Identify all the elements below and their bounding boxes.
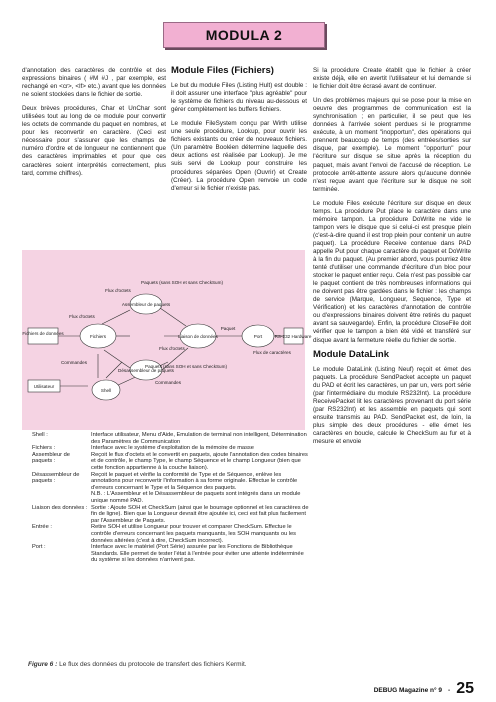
section-header <box>163 22 325 48</box>
heading-module-datalink: Module DataLink <box>313 348 390 360</box>
diagram-legend <box>32 432 310 564</box>
legend-row <box>32 452 310 472</box>
label-flux-octets-2: Flux d'octets <box>69 314 95 319</box>
label-desassembleur: Désassembleur de paquets <box>118 368 174 373</box>
figure-caption-text: Le flux des données du protocole de transfert des fichiers Kermit. <box>59 661 247 668</box>
paragraph: Le module FileSystem conçu par Wirth utilise une seule procédure, Lookup, pour ouvrir les fichiers existants ou créer de nouveaux fichiers. (Un paramètre Booléen détermine laquelle des deux actions est réalisée par Lookup). Je me suis servi de Lookup pour construire les procédures séparées Open (Ouvrir) et Create (Créer). La procédure Open renvoie un code d'erreur si le fichier n'existe pas. <box>171 120 307 192</box>
label-paquets-sans: Paquets (sans SOH et sans CheckSum) <box>145 364 227 369</box>
paragraph: Le module DataLink (Listing Neuf) reçoit et émet des paquets. La procédure SendPacket accepte un paquet du PAD et écrit les caractères, un par un, vers port série (par l'intermédiaire du module RS232Int). La procédure ReceivePacket lit les caractères provenant du port série (par RS232Int) et les assemble en paquets qui sont ensuite transmis au PAD. SendPacket est, de loin, la plus simple des deux procédures - elle émet les caractères en boucle, calcule le CheckSum au fur et à mesure et envoie <box>313 365 471 446</box>
label-fichiers-donnees: Fichiers de données <box>22 331 64 336</box>
legend-row <box>32 524 310 544</box>
label-paquet: Paquet <box>220 326 236 331</box>
legend-definition: N.B. : L'Assembleur et le Désassembleur de paquets sont intégrés dans un module unique nommé PAD. <box>91 491 301 504</box>
legend-row <box>32 445 310 452</box>
label-paquets-avec: Paquets (sans SOH et sans CheckSum) <box>141 280 223 285</box>
legend-definition: Sortie : Ajoute SOH et CheckSum (ainsi que le bourrage optionnel et les caractères de fin de ligne). Bien que la Longueur devrait être ajoutée ici, ceci est fait plus facilement par l'Assembleur de Paquets. <box>91 504 309 524</box>
paragraph: Le module Files exécute l'écriture sur disque en deux temps. La procédure Put place le caractère dans une mémoire tampon. La procédure DoWrite ne vide le tampon vers le disque que si celui-ci est presque plein (c'est-à-dire quand il est trop plein pour contenir un autre paquet). La procédure Receive contenue dans PAD appelle Put pour chaque caractère du paquet et DoWrite à la fin du paquet. (Au premier abord, vous pourriez être tenté d'utiliser une commande d'écriture d'un bloc pour stocker le paquet entier reçu. Cela n'est pas possible car le paquet contient de très nombreuses informations qui ne doivent pas être gardées dans le fichier : les champs de service (Marque, Longueur, Sequence, Type et Vérification) et les caractères d'annotation de contrôle ou d'expressions binaires doivent être retirés du paquet avant sa sauvegarde). Enfin, la procédure CloseFile doit vérifier que le tampon a bien été vidé et transféré sur disque avant la fermeture réelle du fichier de sortie. <box>313 199 472 344</box>
paragraph: Si la procédure Create établit que le fichier à créer existe déjà, elle en avertit l'utilisateur et lui demande si le fichier doit être écrasé avant de continuer. <box>313 67 471 91</box>
legend-term: Fichiers : <box>32 445 56 452</box>
label-flux-octets-3: Flux d'octets <box>159 346 185 351</box>
magazine-name: DEBUG Magazine n° 9 <box>373 687 443 694</box>
section-title: MODULA 2 <box>205 27 283 43</box>
legend-definition: Reçoit le paquet et vérifie la conformité de Type et de Séquence, enlève les annotations pour reconvertir l'information à sa forme originale. Effectue le contrôle d'erreurs concernant le Type et la Séquence des paquets. <box>91 471 298 491</box>
label-liaison: Liaison de données <box>178 334 218 339</box>
edge <box>104 350 130 368</box>
legend-term: Port : <box>32 544 46 551</box>
label-commandes-1: Commandes <box>60 360 88 365</box>
label-commandes-2: Commandes <box>154 380 182 385</box>
column-2 <box>171 67 307 199</box>
edge <box>160 308 186 326</box>
paragraph: d'annotation des caractères de contrôle et des expressions binaires ( #M #J , par exemple, est rechangé en <cr>, <lf> etc.) avant que les données ne soient stockées dans le fichier de sortie. <box>22 67 166 99</box>
legend-row <box>32 472 310 492</box>
figure-number: Figure 6 : <box>28 661 58 668</box>
legend-row <box>32 432 310 445</box>
label-utilisateur: Utilisateur <box>33 384 55 389</box>
footer-separator: - <box>448 687 451 694</box>
page-footer <box>374 681 474 697</box>
legend-definition: Reçoit le flux d'octets et le convertit en paquets, ajoute l'annotation des codes binaires et de contrôle, le champ Type, le champ Séquence et le champ Longueur (bien que cette fonction appartienne à la couche liaison). <box>91 451 308 471</box>
diagram-svg <box>22 250 312 430</box>
figure-caption <box>28 661 318 668</box>
label-assembleur: Assembleur de paquets <box>121 302 171 307</box>
legend-row <box>32 505 310 525</box>
legend-term: Assembleur de paquets : <box>32 451 70 465</box>
legend-term: Désassembleur de paquets : <box>32 471 80 485</box>
legend-term: Shell : <box>32 432 48 438</box>
page-number: 25 <box>456 680 474 697</box>
label-flux-caracteres: Flux de caractères <box>253 350 291 355</box>
legend-term: Liaison des données : <box>32 504 88 511</box>
legend-definition: Interface avec le matériel (Port Série) assurée par les Fonctions de Bibliothèque Standards. Elle permet de tester l'état à l'entrée pour éviter une attente indéterminée du système si les données n'arrivent pas. <box>91 544 304 564</box>
label-rs232: RS-232 Hardware <box>274 334 312 339</box>
label-fichiers: Fichiers <box>89 334 107 339</box>
label-port: Port <box>253 334 263 339</box>
protocol-diagram <box>22 250 312 430</box>
legend-row <box>32 491 310 504</box>
column-1 <box>22 67 166 184</box>
paragraph: Deux brèves procédures, Char et UnChar sont utilisées tout au long de ce module pour convertir les octets de commande du paquet en nombres, et pour les reconvertir en caractère. (Ceci est nécessaire pour s'assurer que les champs de numéro d'ordre et de longueur ne contiennent que des caractères imprimables et pour que ces caractères soient interprétés correctement, plus tard, comme chiffres). <box>22 105 166 177</box>
legend-definition: Retire SOH et utilise Longueur pour trouver et comparer CheckSum. Effectue le contrôle d'erreurs concernant les paquets manquants, les SOH manquants ou les données altérées (c'est à dire, CheckSum incorrect). <box>91 524 297 544</box>
edge <box>102 310 130 324</box>
legend-term: Entrée : <box>32 524 52 531</box>
paragraph: Un des problèmes majeurs qui se pose pour la mise en oeuvre des programmes de communication est la synchronisation ; en particulier, il se peut que les données à l'arrivée soient perdues si le programme exécute, à un moment "inopportun", des opérations qui prennent beaucoup de temps (des entrées/sorties sur disque, par exemple). Le moment "opportun" pour l'écriture sur disque se situe après la réception du paquet, mais avant l'envoi de l'accusé de réception. Le protocole arrêt-attente assure alors qu'aucune donnée n'est reçue avant que l'écriture sur le disque ne soit terminée. <box>313 97 471 193</box>
label-shell: Shell <box>100 388 112 393</box>
label-flux-octets-1: Flux d'octets <box>105 288 131 293</box>
legend-definition: Interface utilisateur, Menu d'Aide, Emulation de terminal non intelligent, Détermination des Paramètres de Communication <box>91 432 307 445</box>
heading-module-files: Module Files (Fichiers) <box>171 65 274 76</box>
legend-term <box>32 491 91 504</box>
paragraph: Le but du module Files (Listing Hult) est double : il doit assurer une interface "plus agréable" pour le système de fichiers du niveau au-dessous et gérer complètement les buffers fichiers. <box>171 82 307 114</box>
column-3 <box>313 67 471 452</box>
legend-row <box>32 544 310 564</box>
legend-definition: Interface avec le système d'exploitation de la mémoire de masse <box>91 445 254 452</box>
